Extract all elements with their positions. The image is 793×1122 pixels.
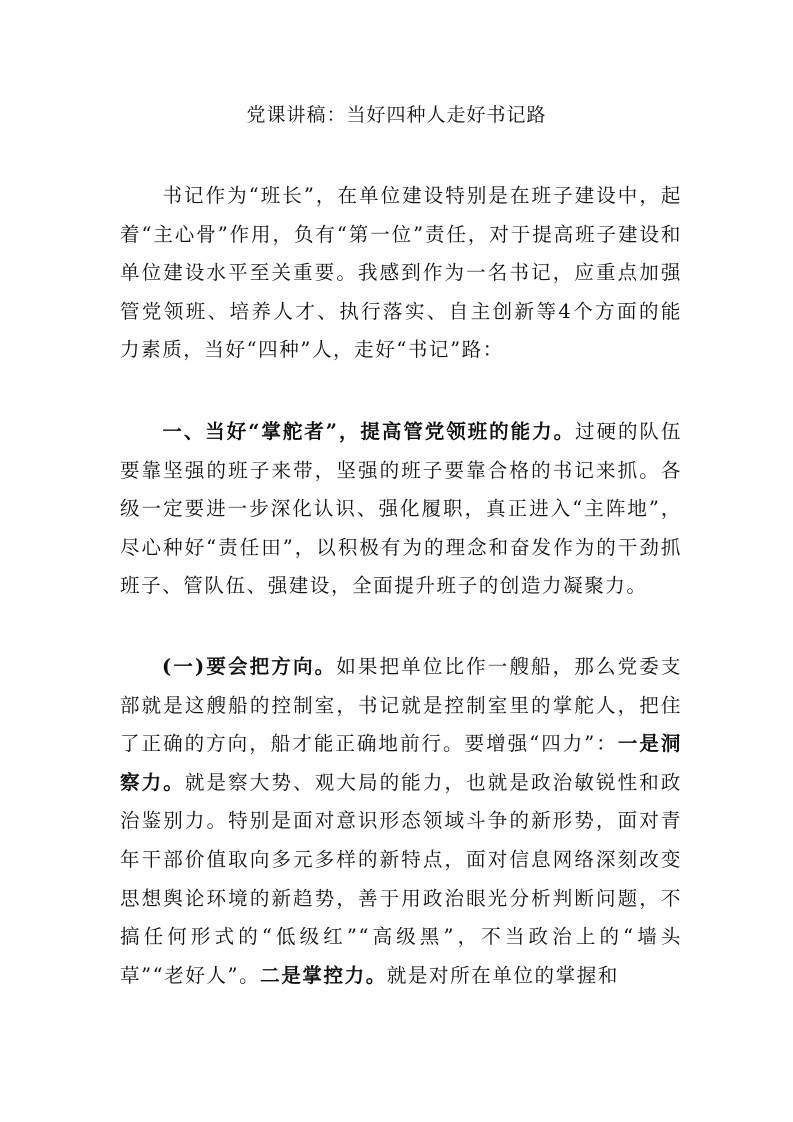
subsection-one-heading: (一)要会把方向。 [162, 655, 337, 678]
point-one-heading: 一是洞察力。 [120, 732, 682, 794]
subsection-one-text-c: 就是对所在单位的掌握和 [386, 963, 619, 987]
document-title: 党课讲稿：当好四种人走好书记路 [246, 104, 547, 126]
subsection-one-paragraph [120, 648, 682, 995]
subsection-one-text-a: 如果把单位比作一艘船，那么党委支部就是这艘船的控制室，书记就是控制室里的掌舵人，把住了正确的方向，船才能正确地前行。要增强“四力”： [120, 655, 682, 756]
intro-text: 书记作为“班长”，在单位建设特别是在班子建设中，起着“主心骨”作用，负有“第一位”责任，对于提高班子建设和单位建设水平至关重要。我感到作为一名书记，应重点加强管党领班、培养人才、执行落实、自主创新等4个方面的能力素质，当好“四种”人，走好“书记”路： [120, 184, 682, 362]
section-one-text: 过硬的队伍要靠坚强的班子来带，坚强的班子要靠合格的书记来抓。各级一定要进一步深化认识、强化履职，真正进入“主阵地”，尽心种好“责任田”，以积极有为的理念和奋发作为的干劲抓班子、管队伍、强建设，全面提升班子的创造力凝聚力。 [120, 420, 682, 598]
intro-paragraph [120, 177, 682, 370]
subsection-one-text-b: 就是察大势、观大局的能力，也就是政治敏锐性和政治鉴别力。特别是面对意识形态领域斗争的新形势，面对青年干部价值取向多元多样的新特点，面对信息网络深刻改变思想舆论环境的新趋势，善于用政治眼光分析判断问题，不搞任何形式的“低级红”“高级黑”，不当政治上的“墙头草”“老好人”。 [120, 770, 682, 987]
point-two-heading: 二是掌控力。 [260, 963, 387, 987]
section-one-heading: 一、当好“掌舵者”，提高管党领班的能力。 [162, 420, 576, 443]
section-one-paragraph [120, 413, 682, 606]
